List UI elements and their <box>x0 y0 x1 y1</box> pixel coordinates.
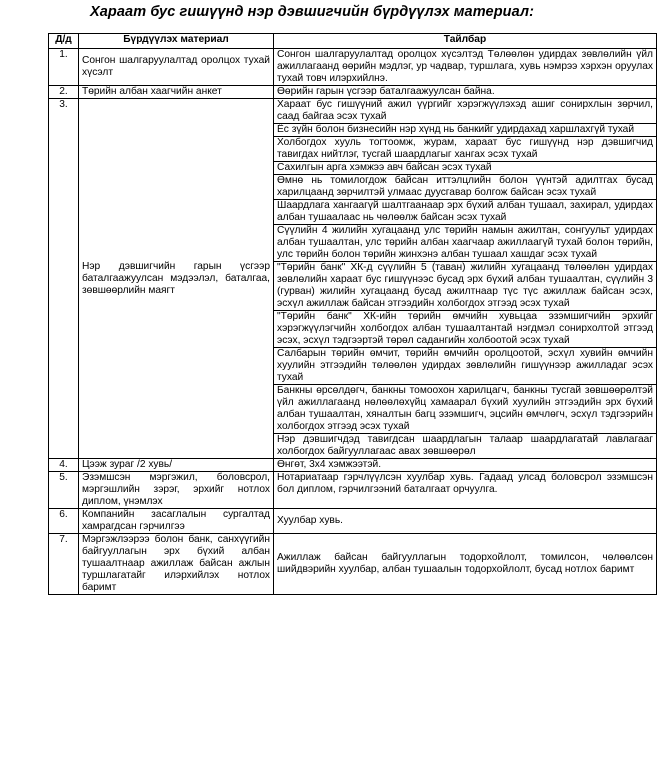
note-cell: Сонгон шалгаруулалтад оролцох хүсэлтэд Төлөөлөн удирдах зөвлөлийн үйл ажиллагаанд өөрийн мэдлэг, ур чадвар, туршлага, хувь нэмрээ хэрхэн оруулах тухай товч илэрхийлнэ. <box>274 49 657 86</box>
table-row <box>49 534 657 595</box>
row-number: 5. <box>49 472 79 509</box>
page-title: Хараат бус гишүүнд нэр дэвшигчийн бүрдүүлэх материал: <box>90 4 534 20</box>
header-note: Тайлбар <box>274 34 657 49</box>
row-number: 1. <box>49 49 79 86</box>
note-cell: Өөрийн гарын үсгээр баталгаажуулсан байна. <box>274 86 657 99</box>
material-cell <box>79 509 274 534</box>
material-cell: Сонгон шалгаруулалтад оролцох тухай хүсэлт <box>79 49 274 86</box>
note-cell: "Төрийн банк" ХК-д сүүлийн 5 (таван) жилийн хугацаанд төлөөлөн удирдах зөвлөлийн хараат бус гишүүнээс бусад эрх бүхий албан тушаалтан, сүүлийн 3 (гурван) жилийн хугацаанд бусад ажилтнаар түс түс ажиллаж байсан эсэх, эсхүл ажиллаж байсан этгээдийн холбогдох этгээд эсэх тухай <box>274 262 657 311</box>
note-cell: Холбогдох хууль тогтоомж, журам, хараат бус гишүүнд нэр дэвшигчид тавигдах нийтлэг, тусгай шаардлагыг хангах эсэх тухай <box>274 137 657 162</box>
table-row <box>49 49 657 86</box>
note-cell: Нотариатаар гэрчлүүлсэн хуулбар хувь. Гадаад улсад боловсрол эзэмшсэн бол диплом, гэрчилгээний баталгаат орчуулга. <box>274 472 657 509</box>
note-cell: "Төрийн банк" ХК-ийн төрийн өмчийн хувьцаа эзэмшигчийн эрхийг хэрэгжүүлэгчийн холбогдох албан тушаалтантай нэгдмэл сонирхолтой этгээд эсэх, эсхүл тэдгээртэй төрөл садангийн холбоотой эсэх тухай <box>274 311 657 348</box>
material-cell: Цээж зураг /2 хувь/ <box>79 459 274 472</box>
table-row <box>49 459 657 472</box>
note-cell: Сүүлийн 4 жилийн хугацаанд улс төрийн намын ажилтан, сонгуульт удирдах албан тушаалтан, улс төрийн албан хаагчаар ажиллаагүй тухай болон төрийн, улс төрийн болон төрийн жинхэнэ албан тушаал хашдаг эсэх тухай <box>274 225 657 262</box>
note-cell: Хуулбар хувь. <box>274 509 657 534</box>
material-cell: Төрийн албан хаагчийн анкет <box>79 86 274 99</box>
material-cell: Нэр дэвшигчийн гарын үсгээр баталгаажуулсан мэдээлэл, баталгаа, зөвшөөрлийн маягт <box>79 99 274 459</box>
note-cell: Нэр дэвшигчдэд тавигдсан шаардлагын талаар шаардлагатай лавлагааг холбогдох байгууллагаас авах зөвшөөрөл <box>274 434 657 459</box>
table-row <box>49 472 657 509</box>
table-row <box>49 86 657 99</box>
materials-table <box>48 33 657 595</box>
material-text: Компанийн засаглалын сургалтад хамрагдсан гэрчилгээ <box>82 509 270 532</box>
note-cell: Ёс зүйн болон бизнесийн нэр хүнд нь банкийг удирдахад харшлахгүй тухай <box>274 124 657 137</box>
header-num: Д/д <box>49 34 79 49</box>
note-cell: Шаардлага хангаагүй шалтгаанаар эрх бүхий албан тушаал, захирал, удирдах албан тушаалаас нь чөлөөлж байсан эсэх тухай <box>274 200 657 225</box>
note-cell: Салбарын төрийн өмчит, төрийн өмчийн оролцоотой, эсхүл хувийн өмчийн хуулийн этгээдийн төлөөлөн удирдах зөвлөлийн гишүүнээр ажилладаг эсэх тухай <box>274 348 657 385</box>
note-cell: Сахилгын арга хэмжээ авч байсан эсэх тухай <box>274 162 657 175</box>
row-number: 4. <box>49 459 79 472</box>
note-cell: Ажиллаж байсан байгууллагын тодорхойлолт, томилсон, чөлөөлсөн шийдвэрийн хуулбар, албан тушаалын тодорхойлолт, бусад нотлох баримт <box>274 534 657 595</box>
note-cell: Хараат бус гишүүний ажил үүргийг хэрэгжүүлэхэд ашиг сонирхлын зөрчил, саад байгаа эсэх тухай <box>274 99 657 124</box>
row-number: 3. <box>49 99 79 459</box>
material-cell: Эзэмшсэн мэргэжил, боловсрол, мэргэшлийн зэрэг, эрхийг нотлох диплом, үнэмлэх <box>79 472 274 509</box>
note-cell: Банкны өрсөлдөгч, банкны томоохон харилцагч, банкны тусгай зөвшөөрөлтэй үйл ажиллагаанд нөлөөлөхүйц хамаарал бүхий хуулийн этгээдийн эрх бүхий албан тушаалтан, хяналтын багц эзэмшигч, эцсийн өмчлөгч, эсхүл тэдгээрийн холбогдох этгээд эсэх тухай <box>274 385 657 434</box>
material-line <box>82 509 270 533</box>
note-cell: Өнгөт, 3х4 хэмжээтэй. <box>274 459 657 472</box>
header-material: Бүрдүүлэх материал <box>79 34 274 49</box>
table-header-row <box>49 34 657 49</box>
row-number: 7. <box>49 534 79 595</box>
note-cell: Өмнө нь томилогдож байсан иттэлцлийн болон үүнтэй адилтгах бусад харилцаанд зөрчилтэй улмаас дуусгавар болгож байсан эсэх тухай <box>274 175 657 200</box>
table-row <box>49 99 657 124</box>
row-number: 2. <box>49 86 79 99</box>
material-cell: Мэргэжлээрээ болон банк, санхүүгийн байгууллагын эрх бүхий албан тушаалтнаар ажиллаж байсан ажлын туршлагатайг илэрхийлэх нотлох баримт <box>79 534 274 595</box>
row-number: 6. <box>49 509 79 534</box>
table-row <box>49 509 657 534</box>
